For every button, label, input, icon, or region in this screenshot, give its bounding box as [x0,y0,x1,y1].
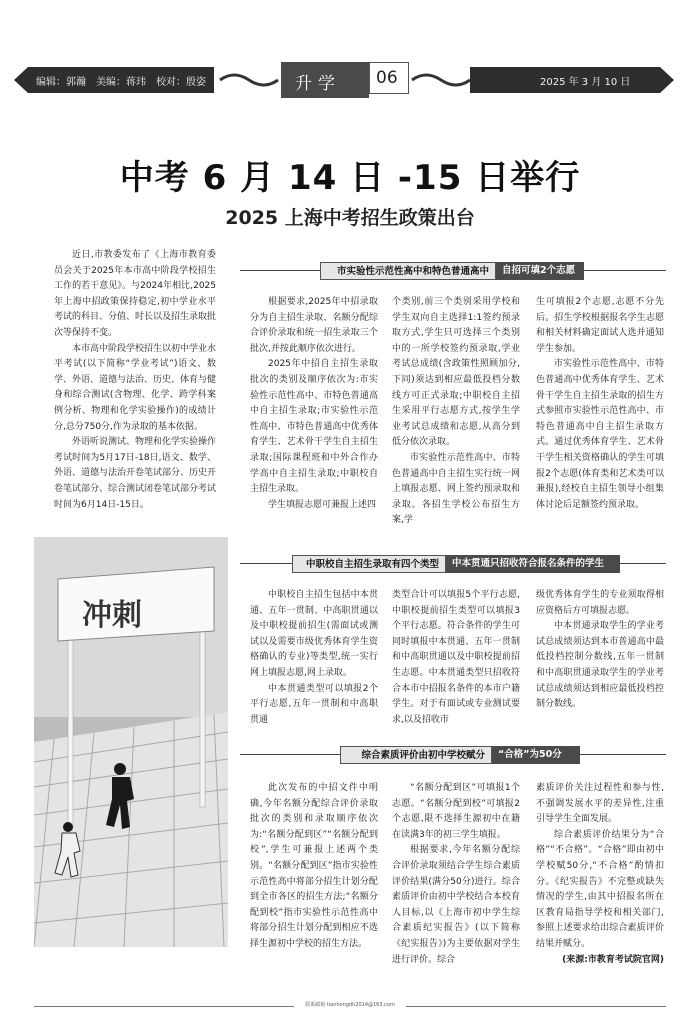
section1-column-3 [536,295,664,513]
section3-heading-part-a: 综合素质评价由初中学校赋分 [340,746,492,764]
section2-heading-part-a: 中职校自主招生录取有四个类型 [292,555,446,573]
article-source: (来源:市教育考试院官网) [562,954,664,965]
section3-paragraph: 综合素质评价结果分为“合格”“不合格”。“合格”即由初中学校赋50分,“不合格”酌情扣分。《纪实报告》不完整或缺失情况的学生,由其中招报名所在区教育局指导学校和相关部门,参照上述要求给出综合素质评价结果并赋分。 [536,829,664,949]
intro-paragraph: 外语听说测试、物理和化学实验操作考试时间为5月17日-18日,语文、数学、外语、道德与法治开卷笔试部分、历史开卷笔试部分、综合测试闭卷笔试部分考试时间为6月14日-15日。 [54,437,217,510]
page-title: 中考 6 月 14 日 -15 日举行 [119,158,581,198]
section2-heading-part-b: 中本贯通只招收符合报名条件的学生 [446,555,620,573]
editor-credits: 编辑：郭瀚 美编：蒋玮 校对：殷姿 [36,77,206,88]
issue-date: 2025 年 3 月 10 日 [540,77,631,88]
section1-paragraph: 市实验性示范性高中、市特色普通高中自主招生实行统一网上填报志愿、网上签约预录取和录取。各招生学校公布招生方案,学 [392,452,520,526]
footer-rule-right [406,1006,666,1007]
section3-paragraph: 根据要求,今年名额分配综合评价录取须结合学生综合素质评价结果(满分50分)进行。综合素质评价由初中学校结合本校育人目标,以《上海市初中学生综合素质纪实报告》(以下简称《纪实报告》)为主要依据对学生进行评价。综合 [392,845,520,965]
photo-illustration [34,537,228,947]
section2-paragraph: 类型合计可以填报5个平行志愿,中职校提前招生类型可以填报3个平行志愿。符合条件的学生可同时填报中本贯通、五年一贯制和中高职贯通以及中职校提前招生志愿。中本贯通类型只招收符合本市中招报名条件的本市户籍学生。对于有面试或专业测试要求,以及招收市 [392,590,520,725]
section2-paragraph: 级优秀体育学生的专业须取得相应资格后方可填报志愿。 [536,590,664,616]
section1-column-1 [250,295,378,513]
section2-column-1 [250,588,378,728]
heading-rule-right [580,754,666,755]
section3-paragraph: 此次发布的中招文件中明确,今年名额分配综合评价录取批次的类别和录取顺序依次为:“名额分配到区”“名额分配到校”,学生可兼报上述两个类别。“名额分配到区”指市实验性示范性高中将部分招生计划分配到全市各区的招生方法;“名额分配到校”指市实验性示范性高中将部分招生计划分配到相应不选择生源初中学校的招生方法。 [250,783,378,949]
intro-column [54,248,216,513]
section1-paragraph: 生可填报2个志愿,志愿不分先后。招生学校根据报名学生志愿和相关材料确定面试人选并通知学生参加。 [536,297,664,354]
banner-text: 冲刺 [82,598,142,633]
heading-rule-right [584,270,666,271]
wave-decoration-right [410,72,472,88]
section1-heading-part-b: 自招可填2个志愿 [496,262,584,280]
section3-paragraph: 素质评价关注过程性和参与性,不强调发展水平的差异性,注重引导学生全面发展。 [536,783,664,825]
section-label-box [281,62,369,98]
section3-heading-part-b: “合格”为50分 [492,746,580,764]
section1-heading-part-a: 市实验性示范性高中和特色普通高中 [320,262,496,280]
section1-paragraph: 个类别,前三个类别采用学校和学生双向自主选择1:1签约预录取方式,学生只可选择三个类别中的一所学校签约预录取,学业考试总成绩(含政策性照顾加分,下同)须达到相应最低投档分数线方可正式录取;中职校自主招生采用平行志愿方式,按学生学业考试总成绩和志愿,从高分到低分依次录取。 [392,297,520,448]
section2-column-3 [536,588,664,713]
page-subtitle: 2025 上海中考招生政策出台 [225,207,475,229]
footer-email: 联系邮箱 tianhongdh2014@163.com [305,1002,395,1008]
wave-decoration-left [218,72,280,88]
heading-rule-left [240,754,340,755]
section-label: 升学 [295,74,341,94]
section3-column-3 [536,781,664,968]
section2-column-2 [392,588,520,728]
heading-rule-left [240,563,292,564]
heading-rule-left [240,270,320,271]
intro-paragraph: 近日,市教委发布了《上海市教育委员会关于2025年本市高中阶段学校招生工作的若干意见》。与2024年相比,2025年上海中招政策保持稳定,初中学业水平考试的科目、分值、时长以及招生录取批次等保持不变。 [54,250,217,338]
intro-paragraph: 本市高中阶段学校招生以初中学业水平考试(以下简称“学业考试”)语文、数学、外语、道德与法治、历史、体育与健身和综合测试(含物理、化学、跨学科案例分析、物理和化学实验操作)的成绩计分,总分750分,作为录取的基本依据。 [54,343,217,432]
section2-paragraph: 中职校自主招生包括中本贯通、五年一贯制、中高职贯通以及中职校提前招生(需面试或测试以及需要市级优秀体育学生资格确认的专业)等类型,统一实行网上填报志愿,网上录取。 [250,590,378,678]
section2-paragraph: 中本贯通类型可以填报2个平行志愿,五年一贯制和中高职贯通 [250,683,378,725]
section3-paragraph: “名额分配到区”可填报1个志愿。“名额分配到校”可填报2个志愿,限不选择生源初中在籍在读满3年的初三学生填报。 [392,783,520,840]
section1-paragraph: 根据要求,2025年中招录取分为自主招生录取、名额分配综合评价录取和统一招生录取三个批次,并按此顺序依次进行。 [250,297,378,354]
sprint-photo [34,537,228,947]
section3-column-1 [250,781,378,953]
section1-paragraph: 2025年中招自主招生录取批次的类别及顺序依次为:市实验性示范性高中、市特色普通高中自主招生录取;市实验性示范性高中、市特色普通高中优秀体育学生、艺术骨干学生自主招生录取;国际课程班和中外合作办学高中自主招生录取;中职校自主招生录取。 [250,359,378,495]
section1-column-2 [392,295,520,529]
heading-rule-right [620,563,666,564]
section1-paragraph: 学生填报志愿可兼报上述四 [268,499,377,510]
page-number: 06 [376,68,398,88]
section2-paragraph: 中本贯通录取学生的学业考试总成绩须达到本市普通高中最低投档控制分数线,五年一贯制和中高职贯通录取学生的学业考试总成绩须达到相应最低投档控制分数线。 [536,621,664,710]
pencil-tip-left [14,67,28,93]
section1-paragraph: 市实验性示范性高中、市特色普通高中优秀体育学生、艺术骨干学生自主招生录取的招生方式参照市实验性示范性高中、市特色普通高中自主招生录取方式。通过优秀体育学生、艺术骨干学生相关资格确认的学生可填报2个志愿(体育类和艺术类可以兼报),经校自主招生领导小组集体讨论后足额签约预录取。 [536,359,664,510]
section3-column-2 [392,781,520,968]
pencil-tip-right [660,67,674,93]
page-number-box [369,62,409,94]
